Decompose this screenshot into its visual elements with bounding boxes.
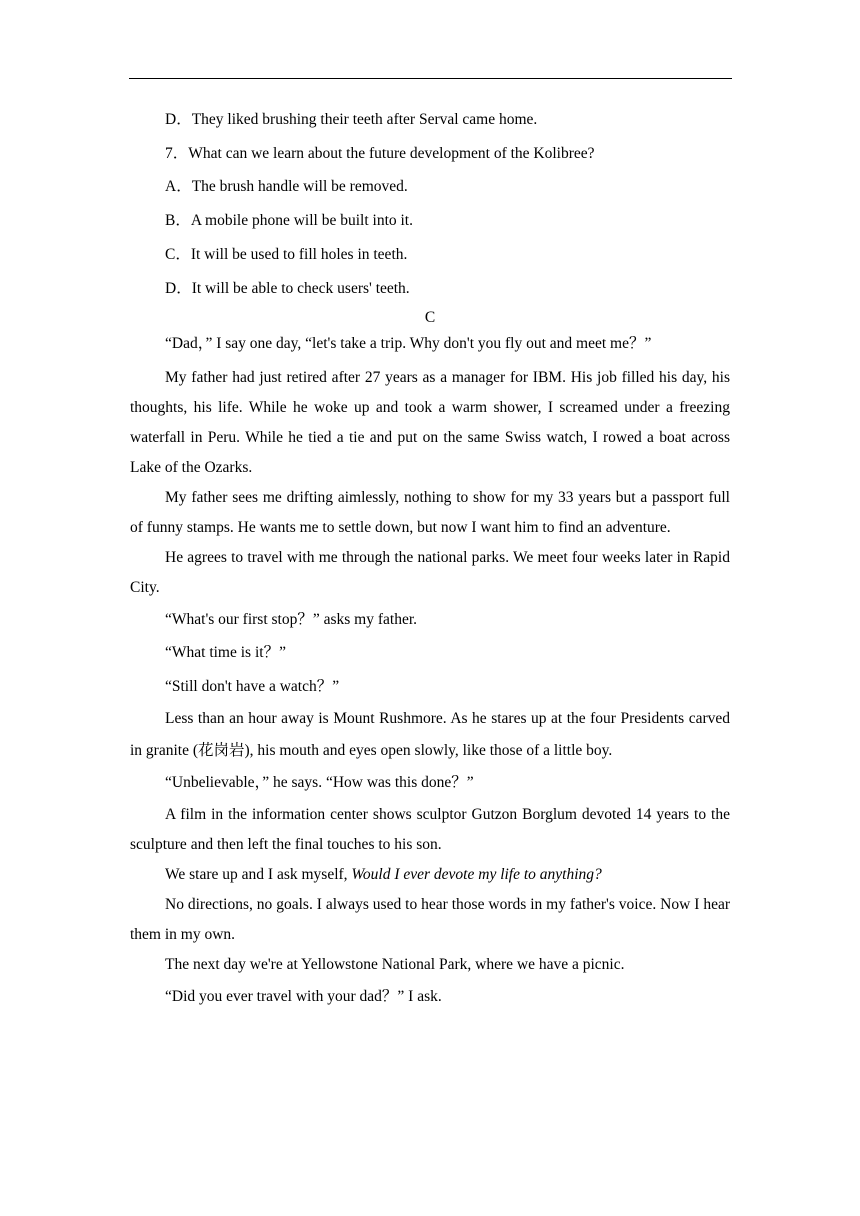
devote-question: Would I ever devote my life to anything? (351, 865, 602, 883)
paragraph-drifting: My father sees me drifting aimlessly, nothing to show for my 33 years but a passport full of funny stamps. He wants me to settle down, but now I want him to find an adventure. (130, 488, 730, 536)
paragraph-devote (130, 860, 730, 890)
dialogue-first-stop: “What's our first stop？” asks my father. (165, 610, 418, 628)
q7-option-d: D．It will be able to check users' teeth. (165, 279, 410, 297)
paragraph-dad-trip: “Dad，” I say one day, “let's take a trip. Why don't you fly out and meet me？” (165, 335, 652, 353)
dialogue-travel-with-dad: “Did you ever travel with your dad？” I ask. (165, 987, 442, 1005)
header-rule (129, 78, 732, 79)
q7-stem: 7．What can we learn about the future development of the Kolibree? (165, 144, 595, 162)
q6-option-d: D．They liked brushing their teeth after Serval came home. (165, 111, 538, 128)
paragraph-no-directions: No directions, no goals. I always used to hear those words in my father's voice. Now I hear them in my own. (130, 895, 730, 943)
dialogue-unbelievable: “Unbelievable，” he says. “How was this done？” (165, 774, 474, 792)
paragraph-mount-rushmore: Less than an hour away is Mount Rushmore. As he stares up at the four Presidents carved in granite (花岗岩), his mouth and eyes open slowly, like those of a little boy. (130, 710, 730, 759)
page-content (130, 103, 730, 1013)
paragraph-film: A film in the information center shows sculptor Gutzon Borglum devoted 14 years to the sculpture and then left the final touches to his son. (130, 805, 730, 853)
paragraph-yellowstone: The next day we're at Yellowstone National Park, where we have a picnic. (165, 955, 625, 973)
q7-option-c: C．It will be used to fill holes in teeth. (165, 245, 408, 263)
q7-option-b: B．A mobile phone will be built into it. (165, 212, 413, 230)
passage-letter: C (424, 309, 436, 327)
devote-lead: We stare up and I ask myself, (165, 865, 352, 883)
dialogue-watch: “Still don't have a watch？” (165, 677, 340, 695)
q7-option-a: A．The brush handle will be removed. (165, 178, 408, 196)
dialogue-what-time: “What time is it？” (165, 644, 286, 662)
paragraph-father-retired: My father had just retired after 27 years as a manager for IBM. His job filled his day, his thoughts, his life. While he woke up and took a warm shower, I screamed under a freezing waterfall in Peru. While he tied a tie and put on the same Swiss watch, I rowed a boat across Lake of the Ozarks. (130, 368, 730, 476)
paragraph-national-parks: He agrees to travel with me through the national parks. We meet four weeks later in Rapid City. (130, 548, 730, 596)
